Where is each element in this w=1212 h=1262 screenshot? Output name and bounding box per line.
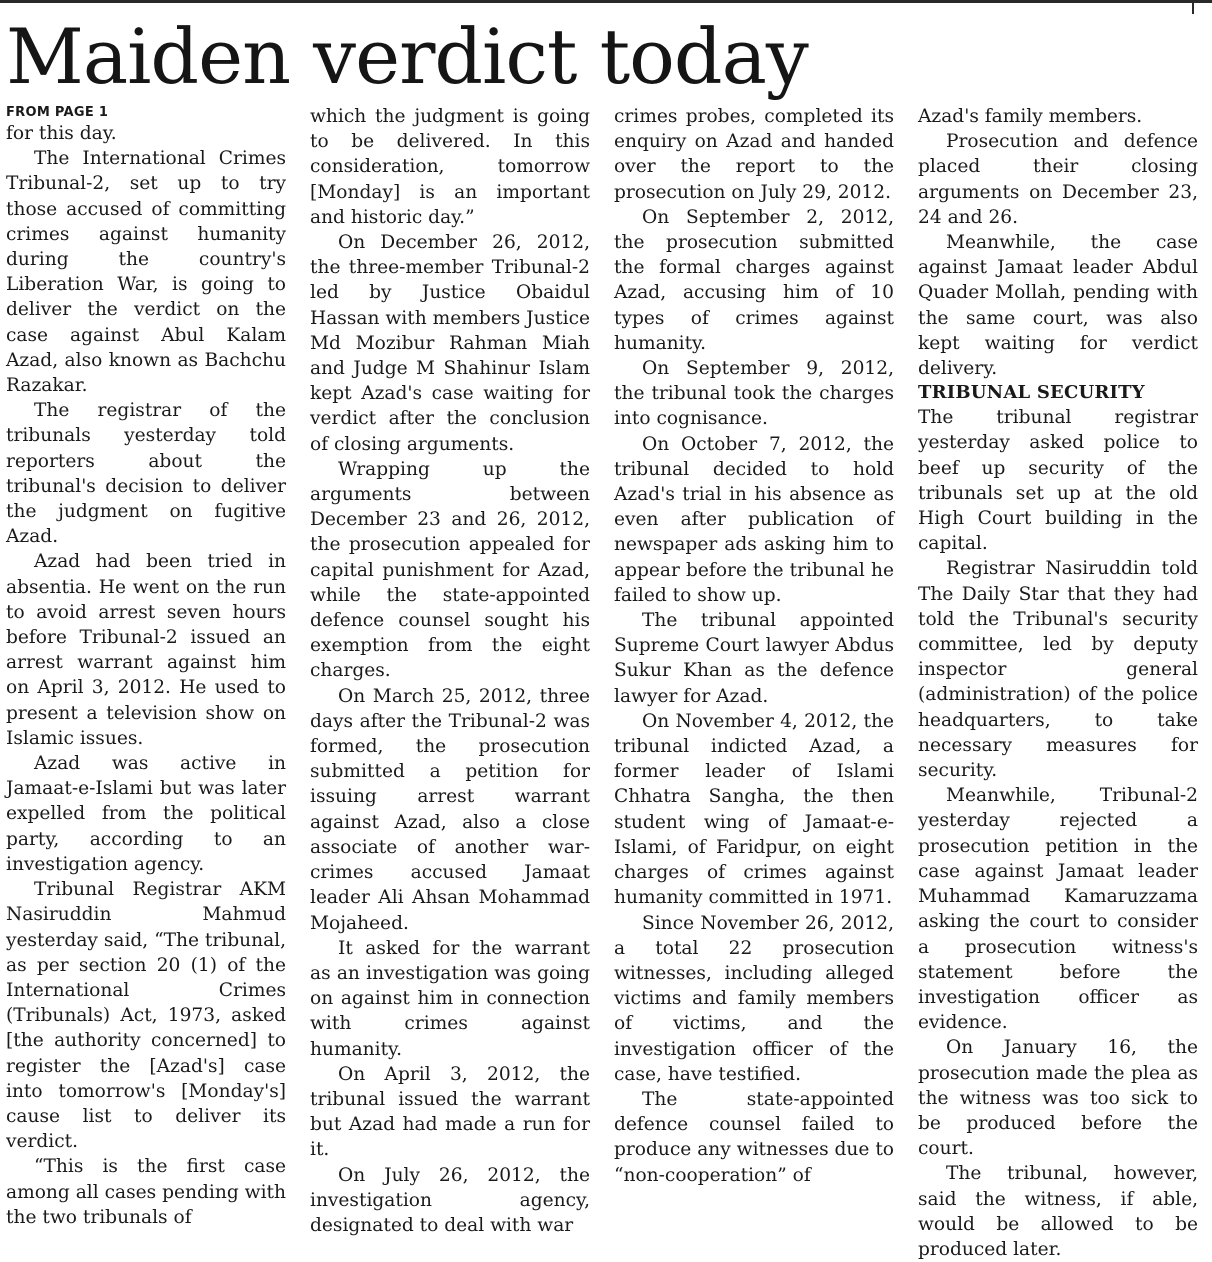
paragraph: “This is the first case among all cases pending with the two tribunals of bbox=[6, 1156, 286, 1228]
paragraph: On September 9, 2012, the tribunal took the charges into cognisance. bbox=[614, 358, 894, 430]
paragraph: It asked for the warrant as an investigation was going on against him in connection with crimes against humanity. bbox=[310, 937, 590, 1060]
paragraph: Wrapping up the arguments between December 23 and 26, 2012, the prosecution appealed for capital punishment for Azad, while the state-appointed defence counsel sought his exemption from the eight charges. bbox=[310, 458, 590, 682]
paragraph: The state-appointed defence counsel failed to produce any witnesses due to “non-cooperation” of bbox=[614, 1088, 894, 1186]
article-column-2 bbox=[310, 104, 590, 1262]
paragraph: Since November 26, 2012, a total 22 prosecution witnesses, including alleged victims and family members of victims, and the investigation officer of the case, have testified. bbox=[614, 912, 894, 1085]
paragraph: for this day. bbox=[6, 123, 117, 144]
paragraph: crimes probes, completed its enquiry on Azad and handed over the report to the prosecution on July 29, 2012. bbox=[614, 106, 894, 203]
article-column-4 bbox=[918, 104, 1198, 1262]
paragraph: On April 3, 2012, the tribunal issued the warrant but Azad had made a run for it. bbox=[310, 1063, 590, 1161]
paragraph: Azad was active in Jamaat-e-Islami but was later expelled from the political party, according to an investigation agency. bbox=[6, 753, 286, 875]
paragraph: On September 2, 2012, the prosecution submitted the formal charges against Azad, accusing him of 10 types of crimes against humanity. bbox=[614, 206, 894, 354]
headline: Maiden verdict today bbox=[6, 12, 808, 101]
paragraph: Prosecution and defence placed their closing arguments on December 23, 24 and 26. bbox=[918, 131, 1198, 228]
paragraph: On October 7, 2012, the tribunal decided to hold Azad's trial in his absence as even after publication of newspaper ads asking him to appear before the tribunal he failed to show up. bbox=[614, 433, 894, 606]
paragraph: Meanwhile, the case against Jamaat leader Abdul Quader Mollah, pending with the same court, was also kept waiting for verdict delivery. bbox=[918, 232, 1198, 380]
paragraph: On January 16, the prosecution made the plea as the witness was too sick to be produced before the court. bbox=[918, 1037, 1198, 1160]
paragraph: On July 26, 2012, the investigation agency, designated to deal with war bbox=[310, 1164, 590, 1236]
paragraph: On December 26, 2012, the three-member Tribunal-2 led by Justice Obaidul Hassan with members Justice Md Mozibur Rahman Miah and Judge M Shahinur Islam kept Azad's case waiting for verdict after the conclusion of closing arguments. bbox=[310, 232, 590, 455]
paragraph: which the judgment is going to be delivered. In this consideration, tomorrow [Monday] is an important and historic day.” bbox=[310, 106, 590, 228]
article-body bbox=[6, 104, 1198, 1260]
paragraph: Tribunal Registrar AKM Nasiruddin Mahmud yesterday said, “The tribunal, as per section 20 (1) of the International Crimes (Tribunals) Act, 1973, asked [the authority concerned] to register the [Azad's] case into tomorrow's [Monday's] cause list to deliver its verdict. bbox=[6, 879, 287, 1153]
paragraph: Registrar Nasiruddin told The Daily Star that they had told the Tribunal's security committee, led by deputy inspector general (administration) of the police headquarters, to take necessary measures for security. bbox=[918, 558, 1198, 782]
paragraph: The tribunal appointed Supreme Court lawyer Abdus Sukur Khan as the defence lawyer for Azad. bbox=[614, 610, 894, 707]
paragraph: Azad had been tried in absentia. He went on the run to avoid arrest seven hours before Tribunal-2 issued an arrest warrant against him on April 3, 2012. He used to present a television show on Islamic issues. bbox=[6, 551, 286, 749]
section-subhead: TRIBUNAL SECURITY bbox=[918, 382, 1145, 404]
paragraph: The registrar of the tribunals yesterday told reporters about the tribunal's decision to deliver the judgment on fugitive Azad. bbox=[6, 400, 286, 548]
right-rule bbox=[1192, 0, 1194, 14]
article-column-1 bbox=[6, 104, 286, 1262]
top-rule bbox=[0, 0, 1212, 3]
paragraph: On November 4, 2012, the tribunal indicted Azad, a former leader of Islami Chhatra Sangha, the then student wing of Jamaat-e-Islami, of Faridpur, on eight charges of crimes against humanity committed in 1971. bbox=[614, 710, 894, 909]
paragraph: The International Crimes Tribunal-2, set up to try those accused of committing crimes against humanity during the country's Liberation War, is going to deliver the verdict on the case against Abul Kalam Azad, also known as Bachchu Razakar. bbox=[6, 148, 286, 397]
jump-label: FROM PAGE 1 bbox=[6, 105, 109, 120]
paragraph: The tribunal, however, said the witness, if able, would be allowed to be produced later. bbox=[918, 1163, 1198, 1260]
paragraph: Azad's family members. bbox=[918, 106, 1143, 127]
paragraph: The tribunal registrar yesterday asked police to beef up security of the tribunals set up at the old High Court building in the capital. bbox=[918, 407, 1198, 555]
article-column-3 bbox=[614, 104, 894, 1262]
paragraph: On March 25, 2012, three days after the Tribunal-2 was formed, the prosecution submitted a petition for issuing arrest warrant against Azad, also a close associate of another war-crimes accused Jamaat leader Ali Ahsan Mohammad Mojaheed. bbox=[310, 685, 590, 934]
paragraph: Meanwhile, Tribunal-2 yesterday rejected a prosecution petition in the case against Jamaat leader Muhammad Kamaruzzama asking the court to consider a prosecution witness's statement before the investigation officer as evidence. bbox=[918, 785, 1198, 1034]
